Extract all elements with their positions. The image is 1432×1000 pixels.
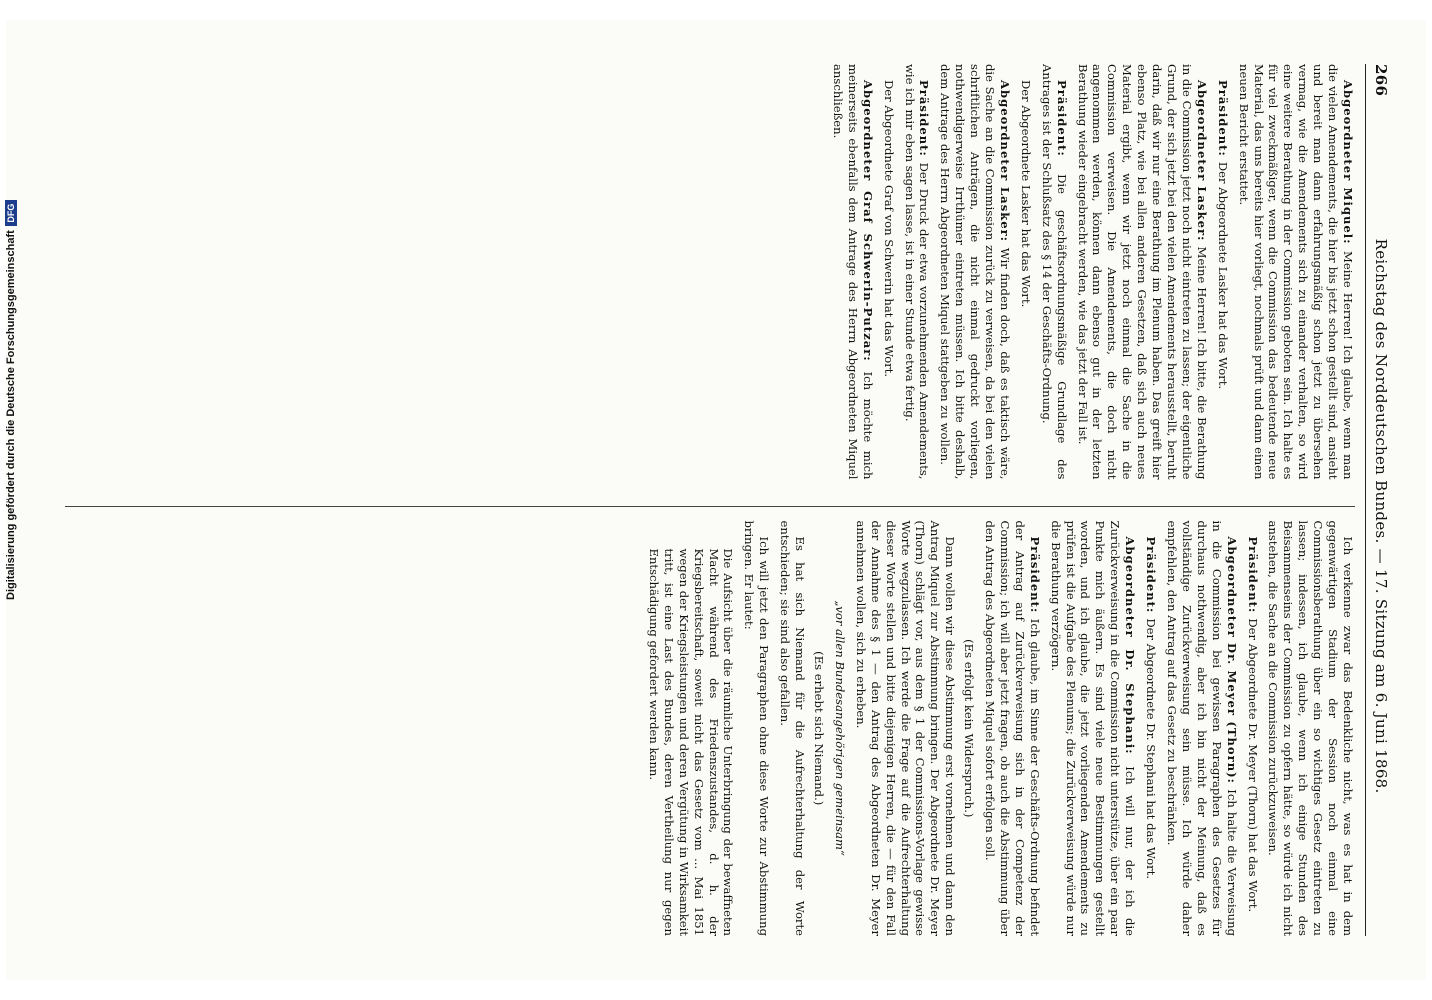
paragraph-text: Meine Herren! Ich glaube, wenn man die vielen Amendements, die hier bis jetzt schon gestellt sind, ansieht und bereit man dann erfahrungsmäßig schon jetzt zu übersehen vermag, wie die Amendements sich zu einander verhalten, so wird eine weitere Berathung in der Commission geboten sein. Ich halte es für viel zweckmäßiger, wenn die Commission das bedeutende neue Material, das uns bereits hier vorliegt, nochmals prüft und dann einen neuen Bericht erstattet. bbox=[1236, 64, 1355, 480]
paragraph bbox=[830, 64, 875, 480]
paragraph-text: Ich verkenne zwar das Bedenkliche nicht, was es hat in dem gegenwärtigen Stadium der Session noch einmal eine Commissionsberathung über ein so wichtiges Gesetz eintreten zu lassen; indessen, ich glaube, wenn ich einige Stunden des Beisammenseins der Commission zu opfern hätte, so würde ich nicht anstehen, die Sache an die Commission zurückzuweisen. bbox=[1266, 520, 1355, 936]
paragraph bbox=[1215, 64, 1230, 480]
paragraph-text: Ich will nur, der ich die Zurückverweisung in die Commission nicht unterstütze, über ein paar Punkte mich äußern. Es sind viele neue Bestimmungen gestellt worden, und ich glaube, die jetzt vorliegenden Amendements zu prüfen ist die Aufgabe des Plenums; die Zurückverweisung würde nur die Berathung verzögern. bbox=[1048, 520, 1138, 936]
paragraph-text: Ich möchte mich meinerseits ebenfalls dem Antrage des Herrn Abgeordneten Miquel anschließen. bbox=[830, 64, 875, 480]
paragraph-text: Der Abgeordnete Dr. Stephani hat das Wort. bbox=[1144, 618, 1159, 880]
paragraph bbox=[1075, 64, 1209, 480]
speaker-name: Präsident: bbox=[917, 80, 932, 163]
paragraph-text: Der Abgeordnete Lasker hat das Wort. bbox=[1215, 161, 1230, 390]
dfg-logo: DFG bbox=[5, 200, 17, 226]
credit-text: Digitalisierung gefördert durch die Deutsche Forschungsgemeinschaft bbox=[5, 230, 17, 600]
paragraph-text: Ich glaube, im Sinne der Geschäfts-Ordnung befindet der Antrag auf Zurückverweisung sich in der Competenz der Commission; ich will aber jetzt fragen, ob auch die Abstimmung über den Antrag des Abgeordneten Miquel sofort erfolgen soll. bbox=[983, 520, 1042, 936]
paragraph-text: Die geschäftsordnungsmäßige Grundlage des Antrages ist der Schlußsatz des § 14 der Geschäfts-Ordnung. bbox=[1039, 64, 1069, 480]
paragraph-text: Die Aufsicht über die räumliche Unterbringung der bewaffneten Macht während des Friedenszustandes, d. h. der Kriegsbereitschaft, soweit nicht das Gesetz vom ... Mai 1851 wegen der Kriegsleistungen und deren Vergütung in Wirksamkeit tritt, ist eine Last des Bundes, deren Vertheilung nur gegen Entschädigung gefordert werden kann. bbox=[646, 548, 736, 936]
paragraph-text: Ich will jetzt den Paragraphen ohne diese Worte zur Abstimmung bringen. Er lautet: bbox=[742, 520, 772, 936]
paragraph bbox=[902, 64, 932, 480]
paragraph bbox=[1048, 521, 1137, 937]
column-left bbox=[65, 64, 1355, 480]
paragraph-text: Es hat sich Niemand für die Aufrechterhaltung der Worte entschieden; sie sind also gefallen. bbox=[778, 520, 808, 936]
paragraph bbox=[1266, 521, 1355, 937]
paragraph-text: Der Abgeordnete Graf von Schwerin hat das Wort. bbox=[881, 80, 896, 378]
page-header bbox=[1365, 64, 1390, 936]
paragraph-text: Dann wollen wir diese Abstimmung erst vornehmen und dann den Antrag Miquel zur Abstimmung bringen. Der Abgeordnete Dr. Meyer (Thorn) schlägt vor, aus dem § 1 der Commissions-Vorlage gewisse Worte wegzulassen. Ich werde die Frage auf die Aufrechterhaltung dieser Worte stellen und bitte diejenigen Herren, die — für den Fall der Annahme des § 1 — den Antrag des Abgeordneten Dr. Meyer annehmen wollen, sich zu erheben. bbox=[853, 520, 958, 936]
paragraph-text: (Es erhebt sich Niemand.) bbox=[812, 651, 826, 806]
speaker-name: Präsident: bbox=[1245, 536, 1260, 619]
paragraph bbox=[811, 521, 826, 937]
speaker-name: Präsident: bbox=[1054, 80, 1069, 175]
paragraph bbox=[853, 521, 957, 937]
paragraph bbox=[741, 521, 771, 937]
speaker-name: Präsident: bbox=[1144, 536, 1159, 619]
speaker-name: Abgeordneter Dr. Meyer (Thorn): bbox=[1224, 536, 1239, 790]
page-title: Reichstag des Norddeutschen Bundes. — 17. Sitzung am 6. Juni 1868. bbox=[1372, 238, 1390, 794]
paragraph bbox=[1143, 521, 1158, 937]
scanned-page bbox=[6, 20, 1426, 980]
column-right bbox=[65, 506, 1355, 937]
paragraph-text: (Es erfolgt kein Widerspruch.) bbox=[962, 639, 977, 818]
page-number: 266 bbox=[1372, 64, 1390, 97]
digitization-credit bbox=[2, 200, 20, 600]
paragraph-text: „vor allen Bundesangehörigen gemeinsam“ bbox=[832, 600, 847, 856]
paragraph bbox=[1236, 64, 1355, 480]
paragraph-text: Der Abgeordnete Dr. Meyer (Thorn) hat das Wort. bbox=[1245, 618, 1260, 913]
paragraph-text: Wir finden doch, daß es taktisch wäre, die Sache an die Commission zurück zu verweisen, da bei den vielen schriftlichen Anträgen, die nicht einmal gedruckt vorliegen, nothwendigerweise Irrthümer eintreten müssen. Ich bitte deshalb, dem Antrage des Herrn Abgeordneten Miquel stattgeben zu wollen. bbox=[938, 64, 1012, 480]
paragraph-text: Ich halte die Verweisung in die Commission bei gewissen Paragraphen des Gesetzes für durchaus nothwendig, aber ich bin nicht der Meinung, daß es vollständige Zurückverweisung sein müsse. Ich würde daher empfehlen, den Antrag auf das Gesetz zu beschränken. bbox=[1165, 520, 1239, 936]
paragraph bbox=[1018, 64, 1033, 480]
speaker-name: Präsident: bbox=[1027, 536, 1042, 619]
paragraph bbox=[832, 521, 847, 937]
paragraph bbox=[961, 521, 976, 937]
paragraph bbox=[777, 521, 807, 937]
speaker-name: Abgeordneter Lasker: bbox=[1194, 80, 1209, 247]
paragraph bbox=[982, 521, 1042, 937]
paragraph bbox=[1164, 521, 1239, 937]
paragraph bbox=[1245, 521, 1260, 937]
text-columns bbox=[65, 64, 1355, 936]
paragraph-text: Meine Herren! Ich bitte, die Berathung in die Commission jetzt noch nicht eintreten zu lassen; der eigentliche Grund, der sich jetzt bei den vielen Amendements herausstellt, beruht darin, daß wir nur eine Berathung im Plenum haben. Das greift hier ebenso Platz, wie bei allen anderen Gesetzen, daß sich auch neues Material ergibt, wenn wir jetzt noch einmal die Sache in die Commission verweisen. Die Amendements, die doch nicht angenommen werden, können dann ebenso gut in der letzten Berathung wieder eingebracht werden, wie das jetzt der Fall ist. bbox=[1075, 64, 1209, 480]
paragraph bbox=[937, 64, 1012, 480]
speaker-name: Präsident: bbox=[1215, 80, 1230, 162]
speaker-name: Abgeordneter Graf Schwerin-Putzar: bbox=[860, 80, 875, 372]
paragraph-text: Der Abgeordnete Lasker hat das Wort. bbox=[1018, 80, 1033, 308]
speaker-name: Abgeordneter Dr. Stephani: bbox=[1123, 536, 1138, 767]
speaker-name: Abgeordneter Miquel: bbox=[1341, 80, 1355, 251]
speaker-name: Abgeordneter Lasker: bbox=[997, 80, 1012, 248]
paragraph bbox=[1039, 64, 1069, 480]
paragraph bbox=[881, 64, 896, 480]
paragraph bbox=[646, 521, 735, 937]
paragraph-text: Der Druck der etwa vorzunehmenden Amendements, wie ich mir eben sagen lasse, ist in einer Stunde etwa fertig. bbox=[902, 64, 932, 480]
